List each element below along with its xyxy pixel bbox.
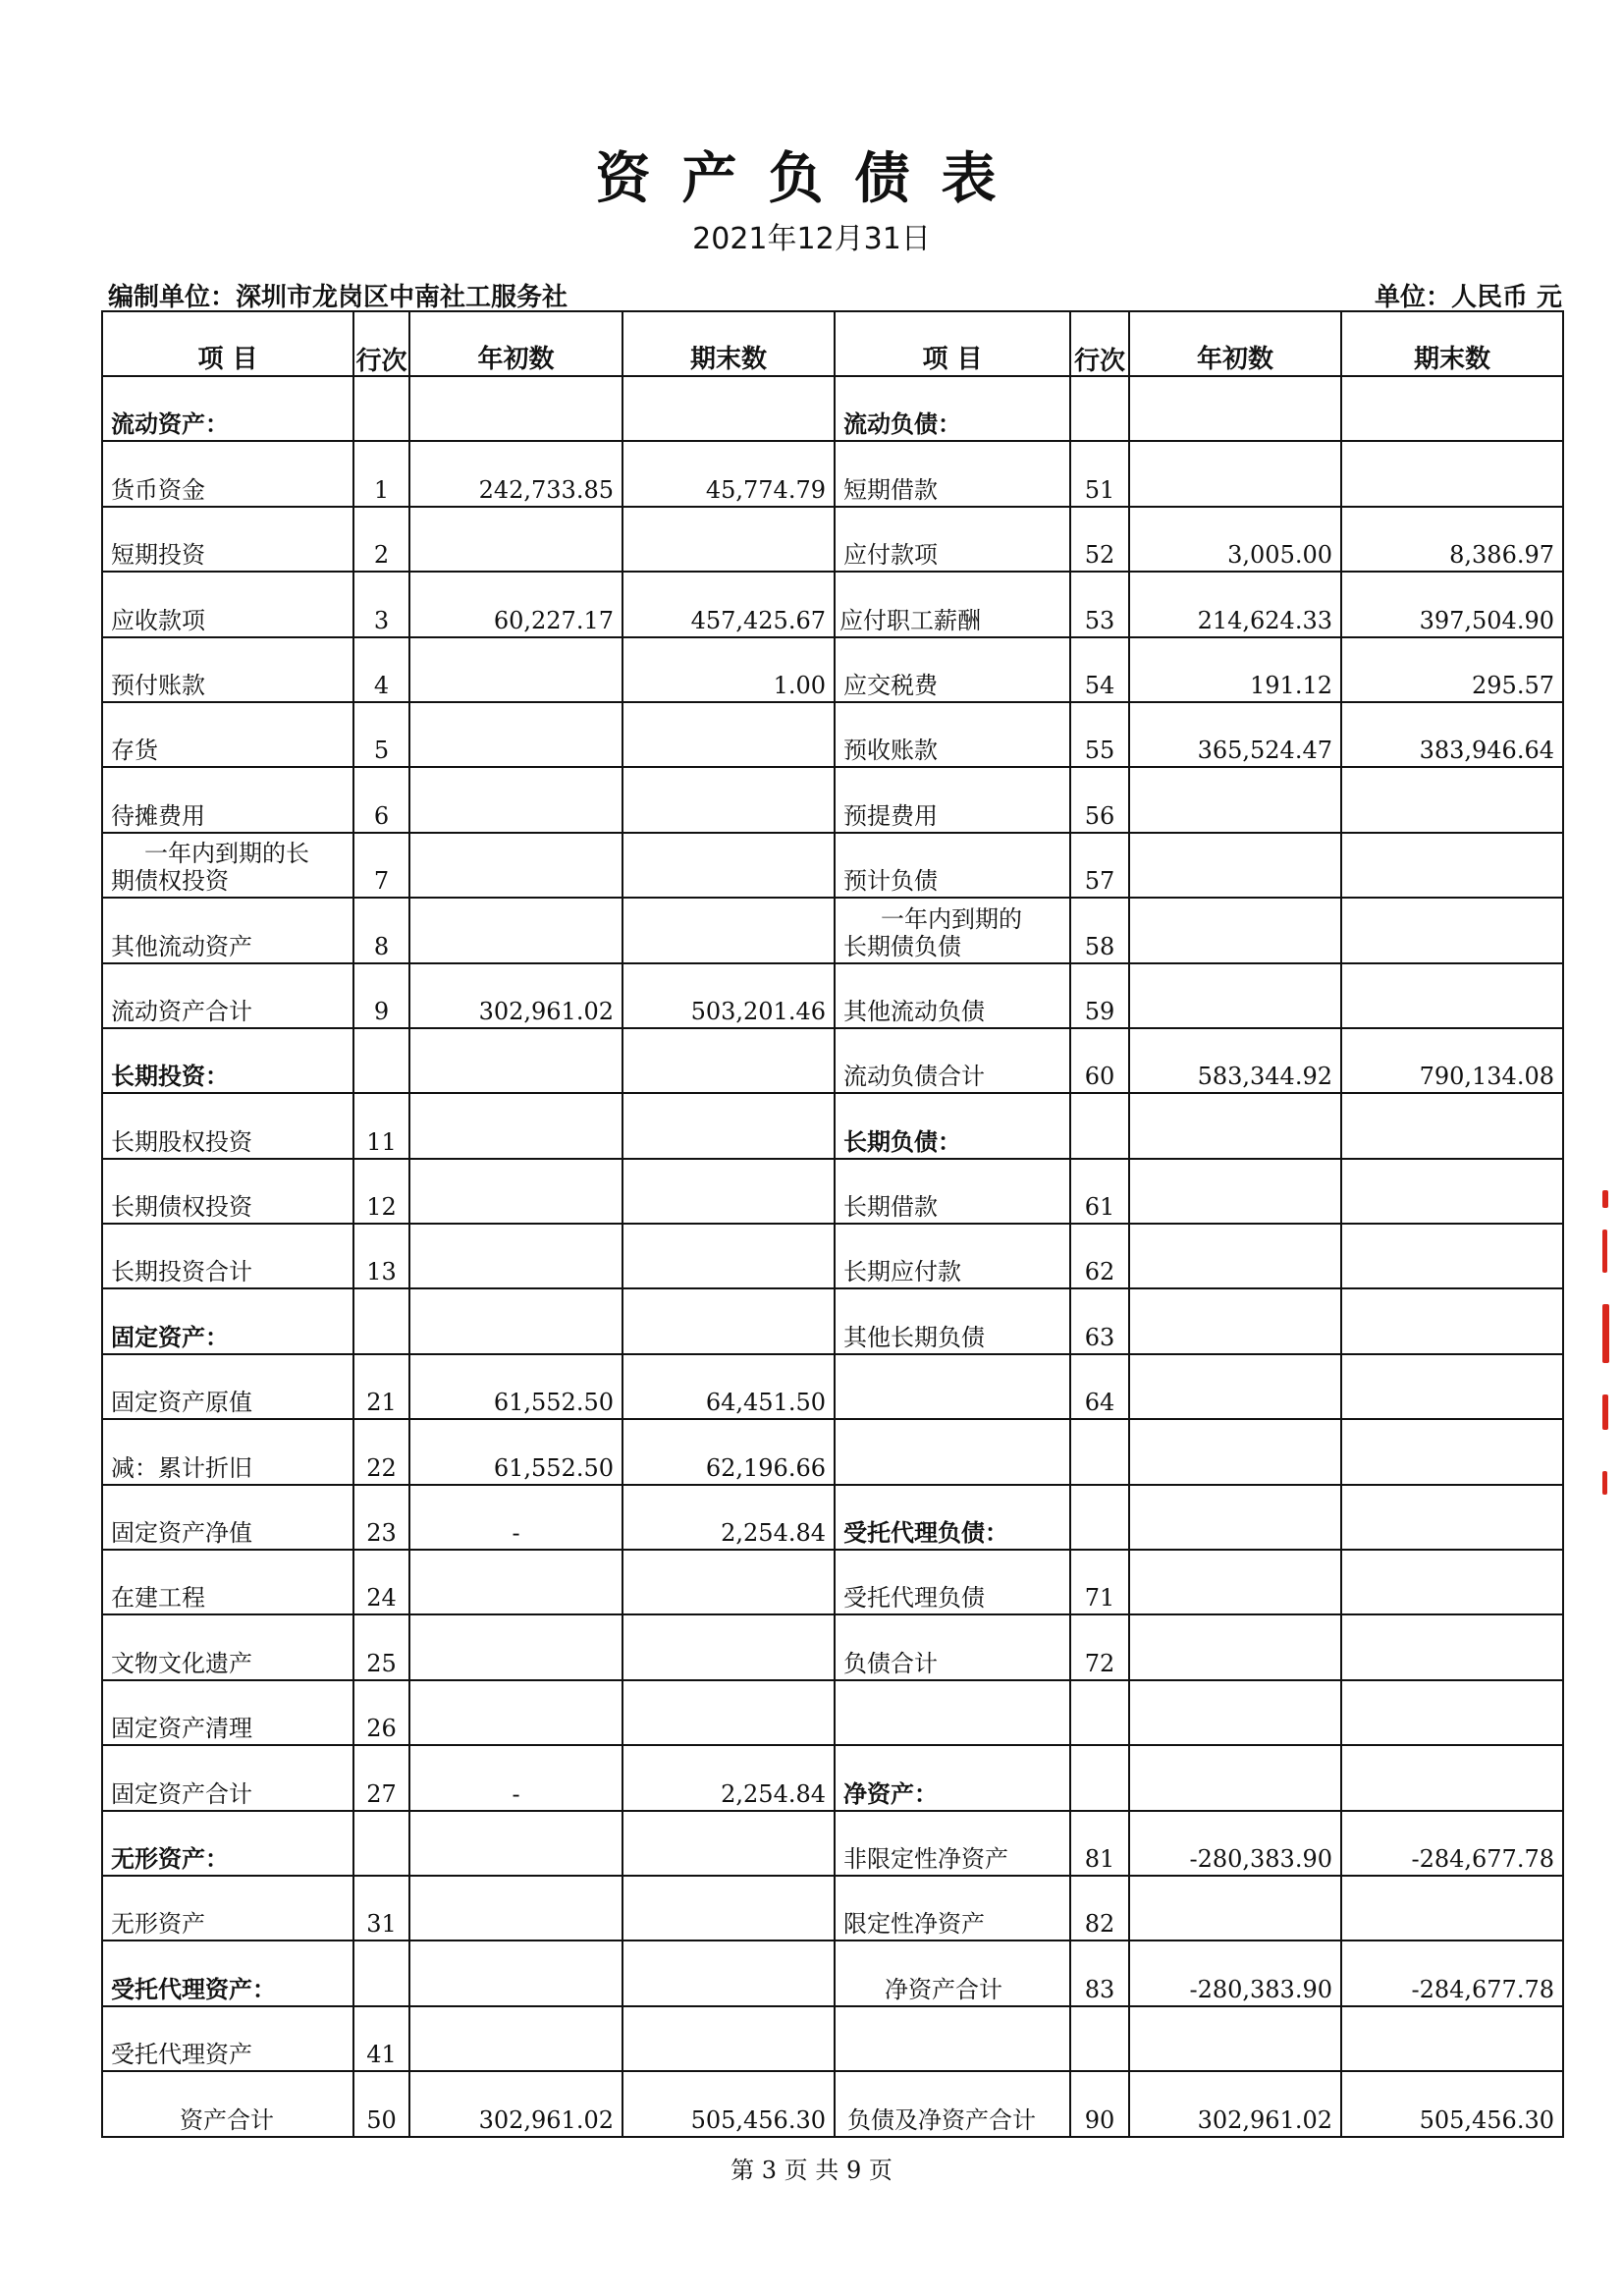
asset-line: 22 [353, 1419, 409, 1484]
asset-item: 受托代理资产： [102, 1941, 353, 2005]
liability-end [1341, 1485, 1563, 1550]
liability-item: 限定性净资产 [835, 1876, 1070, 1941]
liability-item [835, 1680, 1070, 1745]
liability-begin [1129, 1288, 1341, 1353]
liability-end [1341, 1419, 1563, 1484]
liability-item: 负债合计 [835, 1614, 1070, 1679]
asset-item: 流动资产合计 [102, 963, 353, 1028]
liability-begin: 3,005.00 [1129, 507, 1341, 572]
asset-begin [409, 1028, 622, 1093]
reporting-entity: 编制单位：深圳市龙岗区中南社工服务社 [108, 283, 568, 312]
balance-sheet-table [101, 310, 1564, 2138]
asset-line: 8 [353, 898, 409, 962]
asset-begin [409, 833, 622, 898]
asset-line: 13 [353, 1224, 409, 1288]
liability-line: 56 [1070, 767, 1129, 832]
asset-line [353, 1941, 409, 2005]
header-item: 项 目 [102, 311, 353, 376]
liability-item [835, 1419, 1070, 1484]
asset-item: 固定资产清理 [102, 1680, 353, 1745]
liability-item: 非限定性净资产 [835, 1811, 1070, 1876]
liability-end [1341, 833, 1563, 898]
liability-begin [1129, 1680, 1341, 1745]
liability-line: 81 [1070, 1811, 1129, 1876]
liability-end [1341, 767, 1563, 832]
asset-line: 5 [353, 702, 409, 767]
liability-line: 83 [1070, 1941, 1129, 2005]
asset-end [622, 376, 835, 441]
asset-item: 短期投资 [102, 507, 353, 572]
asset-end: 2,254.84 [622, 1485, 835, 1550]
table-row [102, 702, 1563, 767]
liability-end: -284,677.78 [1341, 1811, 1563, 1876]
table-row [102, 1159, 1563, 1224]
asset-begin [409, 376, 622, 441]
liability-item: 流动负债： [835, 376, 1070, 441]
liability-line: 58 [1070, 898, 1129, 962]
liability-end [1341, 1680, 1563, 1745]
liability-line: 59 [1070, 963, 1129, 1028]
liability-end [1341, 1745, 1563, 1810]
asset-begin [409, 898, 622, 962]
table-row [102, 898, 1563, 962]
header-line: 行次 [353, 311, 409, 376]
liability-item [835, 2006, 1070, 2071]
liability-end [1341, 963, 1563, 1028]
liability-line: 71 [1070, 1550, 1129, 1614]
liability-end [1341, 1876, 1563, 1941]
asset-end: 62,196.66 [622, 1419, 835, 1484]
table-row [102, 637, 1563, 702]
liability-item: 净资产合计 [835, 1941, 1070, 2005]
asset-begin [409, 1093, 622, 1158]
asset-line: 12 [353, 1159, 409, 1224]
liability-item: 长期借款 [835, 1159, 1070, 1224]
asset-line: 25 [353, 1614, 409, 1679]
header-row [102, 311, 1563, 376]
asset-item: 固定资产合计 [102, 1745, 353, 1810]
liability-line: 64 [1070, 1354, 1129, 1419]
liability-line: 53 [1070, 572, 1129, 636]
liability-item: 长期负债： [835, 1093, 1070, 1158]
liability-item: 其他流动负债 [835, 963, 1070, 1028]
asset-begin [409, 1159, 622, 1224]
asset-item: 资产合计 [102, 2071, 353, 2136]
liability-item: 应交税费 [835, 637, 1070, 702]
liability-line: 61 [1070, 1159, 1129, 1224]
liability-begin [1129, 963, 1341, 1028]
liability-item: 受托代理负债： [835, 1485, 1070, 1550]
asset-end [622, 1028, 835, 1093]
liability-end [1341, 376, 1563, 441]
asset-end: 2,254.84 [622, 1745, 835, 1810]
asset-end: 505,456.30 [622, 2071, 835, 2136]
liability-end: 505,456.30 [1341, 2071, 1563, 2136]
table-row [102, 1745, 1563, 1810]
asset-line: 7 [353, 833, 409, 898]
asset-begin [409, 637, 622, 702]
liability-begin [1129, 1354, 1341, 1419]
asset-line: 23 [353, 1485, 409, 1550]
liability-begin [1129, 898, 1341, 962]
asset-item: 无形资产 [102, 1876, 353, 1941]
currency-unit: 单位：人民币 元 [1374, 283, 1562, 312]
liability-end: 8,386.97 [1341, 507, 1563, 572]
seal-fragment [1602, 1394, 1608, 1430]
asset-line: 6 [353, 767, 409, 832]
asset-end [622, 507, 835, 572]
liability-line: 62 [1070, 1224, 1129, 1288]
asset-begin: - [409, 1485, 622, 1550]
asset-end [622, 898, 835, 962]
asset-begin: - [409, 1745, 622, 1810]
liability-line [1070, 1485, 1129, 1550]
seal-fragment [1602, 1304, 1609, 1363]
liability-item [835, 1354, 1070, 1419]
table-row [102, 1876, 1563, 1941]
asset-line: 2 [353, 507, 409, 572]
liability-line [1070, 376, 1129, 441]
liability-item: 短期借款 [835, 441, 1070, 506]
asset-end [622, 1159, 835, 1224]
asset-item: 货币资金 [102, 441, 353, 506]
liability-line: 72 [1070, 1614, 1129, 1679]
asset-line: 9 [353, 963, 409, 1028]
seal-fragment [1602, 1230, 1607, 1273]
asset-end [622, 1941, 835, 2005]
liability-item: 应付职工薪酬 [835, 572, 1070, 636]
liability-line: 51 [1070, 441, 1129, 506]
asset-begin [409, 767, 622, 832]
liability-item: 受托代理负债 [835, 1550, 1070, 1614]
liability-begin [1129, 2006, 1341, 2071]
table-row [102, 1028, 1563, 1093]
asset-line: 4 [353, 637, 409, 702]
liability-line [1070, 2006, 1129, 2071]
liability-line [1070, 1419, 1129, 1484]
asset-item: 长期股权投资 [102, 1093, 353, 1158]
asset-item: 流动资产： [102, 376, 353, 441]
table-row [102, 1485, 1563, 1550]
liability-begin: 191.12 [1129, 637, 1341, 702]
asset-begin: 302,961.02 [409, 2071, 622, 2136]
liability-begin: 583,344.92 [1129, 1028, 1341, 1093]
asset-begin: 60,227.17 [409, 572, 622, 636]
liability-item: 长期应付款 [835, 1224, 1070, 1288]
liability-begin [1129, 1224, 1341, 1288]
asset-item: 长期债权投资 [102, 1159, 353, 1224]
table-row [102, 1614, 1563, 1679]
asset-begin: 302,961.02 [409, 963, 622, 1028]
liability-item: 其他长期负债 [835, 1288, 1070, 1353]
liability-end: -284,677.78 [1341, 1941, 1563, 2005]
liability-line [1070, 1093, 1129, 1158]
liability-end [1341, 1354, 1563, 1419]
liability-begin: 365,524.47 [1129, 702, 1341, 767]
asset-line: 31 [353, 1876, 409, 1941]
liability-begin [1129, 1876, 1341, 1941]
liability-end [1341, 2006, 1563, 2071]
asset-end [622, 1288, 835, 1353]
liability-line [1070, 1745, 1129, 1810]
asset-end [622, 1876, 835, 1941]
asset-end [622, 1224, 835, 1288]
asset-item: 固定资产原值 [102, 1354, 353, 1419]
asset-end: 45,774.79 [622, 441, 835, 506]
liability-end [1341, 1093, 1563, 1158]
table-row [102, 1419, 1563, 1484]
liability-line: 60 [1070, 1028, 1129, 1093]
liability-line [1070, 1680, 1129, 1745]
asset-item: 长期投资： [102, 1028, 353, 1093]
liability-begin: 302,961.02 [1129, 2071, 1341, 2136]
liability-end [1341, 1288, 1563, 1353]
table-row [102, 507, 1563, 572]
report-date: 2021年12月31日 [692, 222, 931, 256]
liability-begin [1129, 767, 1341, 832]
liability-end [1341, 441, 1563, 506]
liability-begin [1129, 1614, 1341, 1679]
table-row [102, 2071, 1563, 2136]
liability-end: 790,134.08 [1341, 1028, 1563, 1093]
liability-begin: -280,383.90 [1129, 1811, 1341, 1876]
asset-item: 预付账款 [102, 637, 353, 702]
table-row [102, 1680, 1563, 1745]
header-begin: 年初数 [409, 311, 622, 376]
asset-line: 50 [353, 2071, 409, 2136]
asset-line [353, 376, 409, 441]
liability-item: 预收账款 [835, 702, 1070, 767]
table-row [102, 2006, 1563, 2071]
asset-begin: 242,733.85 [409, 441, 622, 506]
asset-end [622, 1811, 835, 1876]
liability-item-line-2: 长期债负债 [843, 932, 961, 960]
seal-fragment [1602, 1471, 1607, 1495]
asset-begin [409, 1811, 622, 1876]
liability-end [1341, 1614, 1563, 1679]
page-number: 第 3 页 共 9 页 [730, 2157, 893, 2184]
asset-end: 457,425.67 [622, 572, 835, 636]
table-row [102, 767, 1563, 832]
asset-item: 待摊费用 [102, 767, 353, 832]
liability-item: 预提费用 [835, 767, 1070, 832]
liability-item-line-1: 一年内到期的 [881, 904, 1022, 933]
table-row [102, 1288, 1563, 1353]
table-row [102, 1224, 1563, 1288]
asset-line: 21 [353, 1354, 409, 1419]
liability-begin [1129, 1093, 1341, 1158]
asset-begin [409, 1550, 622, 1614]
seal-fragment [1602, 1190, 1608, 1208]
asset-item: 其他流动资产 [102, 898, 353, 962]
asset-item: 长期投资合计 [102, 1224, 353, 1288]
liability-item: 应付款项 [835, 507, 1070, 572]
asset-end [622, 702, 835, 767]
liability-begin: 214,624.33 [1129, 572, 1341, 636]
header-item-2: 项 目 [835, 311, 1070, 376]
asset-item-line-2: 期债权投资 [111, 867, 229, 896]
asset-end [622, 767, 835, 832]
liability-end [1341, 898, 1563, 962]
asset-line: 26 [353, 1680, 409, 1745]
asset-end: 1.00 [622, 637, 835, 702]
liability-end: 295.57 [1341, 637, 1563, 702]
liability-begin [1129, 1745, 1341, 1810]
liability-end [1341, 1550, 1563, 1614]
asset-begin: 61,552.50 [409, 1354, 622, 1419]
asset-line: 27 [353, 1745, 409, 1810]
liability-begin [1129, 376, 1341, 441]
liability-begin [1129, 1159, 1341, 1224]
liability-end [1341, 1224, 1563, 1288]
asset-end [622, 833, 835, 898]
asset-item [102, 833, 353, 898]
table-row [102, 1550, 1563, 1614]
asset-begin [409, 1941, 622, 2005]
liability-end [1341, 1159, 1563, 1224]
asset-begin [409, 702, 622, 767]
liability-line: 55 [1070, 702, 1129, 767]
liability-end: 397,504.90 [1341, 572, 1563, 636]
asset-item: 固定资产净值 [102, 1485, 353, 1550]
table-row [102, 1941, 1563, 2005]
asset-begin: 61,552.50 [409, 1419, 622, 1484]
header-end-2: 期末数 [1341, 311, 1563, 376]
asset-begin [409, 1614, 622, 1679]
asset-line: 11 [353, 1093, 409, 1158]
table-row [102, 376, 1563, 441]
asset-item: 在建工程 [102, 1550, 353, 1614]
liability-end: 383,946.64 [1341, 702, 1563, 767]
asset-begin [409, 1288, 622, 1353]
asset-end [622, 1550, 835, 1614]
asset-item: 应收款项 [102, 572, 353, 636]
liability-begin [1129, 833, 1341, 898]
liability-begin [1129, 1485, 1341, 1550]
asset-item: 无形资产： [102, 1811, 353, 1876]
header-end: 期末数 [622, 311, 835, 376]
liability-begin [1129, 441, 1341, 506]
liability-line: 82 [1070, 1876, 1129, 1941]
asset-end: 503,201.46 [622, 963, 835, 1028]
header-begin-2: 年初数 [1129, 311, 1341, 376]
asset-line [353, 1811, 409, 1876]
liability-item: 负债及净资产合计 [835, 2071, 1070, 2136]
asset-line: 41 [353, 2006, 409, 2071]
header-line-2: 行次 [1070, 311, 1129, 376]
report-title: 资产负债表 [595, 147, 1028, 211]
asset-line [353, 1288, 409, 1353]
asset-item: 固定资产： [102, 1288, 353, 1353]
asset-begin [409, 1876, 622, 1941]
asset-end [622, 1614, 835, 1679]
table-row [102, 1811, 1563, 1876]
liability-line: 57 [1070, 833, 1129, 898]
asset-begin [409, 2006, 622, 2071]
liability-begin [1129, 1419, 1341, 1484]
liability-begin: -280,383.90 [1129, 1941, 1341, 2005]
asset-line: 3 [353, 572, 409, 636]
asset-end: 64,451.50 [622, 1354, 835, 1419]
liability-item [835, 898, 1070, 962]
liability-item: 流动负债合计 [835, 1028, 1070, 1093]
asset-line [353, 1028, 409, 1093]
asset-item: 文物文化遗产 [102, 1614, 353, 1679]
liability-line: 54 [1070, 637, 1129, 702]
liability-item: 预计负债 [835, 833, 1070, 898]
asset-end [622, 2006, 835, 2071]
asset-begin [409, 1224, 622, 1288]
asset-item: 减：累计折旧 [102, 1419, 353, 1484]
liability-item: 净资产： [835, 1745, 1070, 1810]
table-row [102, 572, 1563, 636]
asset-item-line-1: 一年内到期的长 [144, 840, 309, 868]
table-row [102, 1354, 1563, 1419]
liability-begin [1129, 1550, 1341, 1614]
table-row [102, 441, 1563, 506]
asset-begin [409, 507, 622, 572]
table-row [102, 833, 1563, 898]
table-row [102, 963, 1563, 1028]
liability-line: 52 [1070, 507, 1129, 572]
asset-end [622, 1093, 835, 1158]
asset-item: 受托代理资产 [102, 2006, 353, 2071]
liability-line: 90 [1070, 2071, 1129, 2136]
table-row [102, 1093, 1563, 1158]
asset-line: 1 [353, 441, 409, 506]
asset-end [622, 1680, 835, 1745]
liability-line: 63 [1070, 1288, 1129, 1353]
asset-begin [409, 1680, 622, 1745]
asset-item: 存货 [102, 702, 353, 767]
asset-line: 24 [353, 1550, 409, 1614]
